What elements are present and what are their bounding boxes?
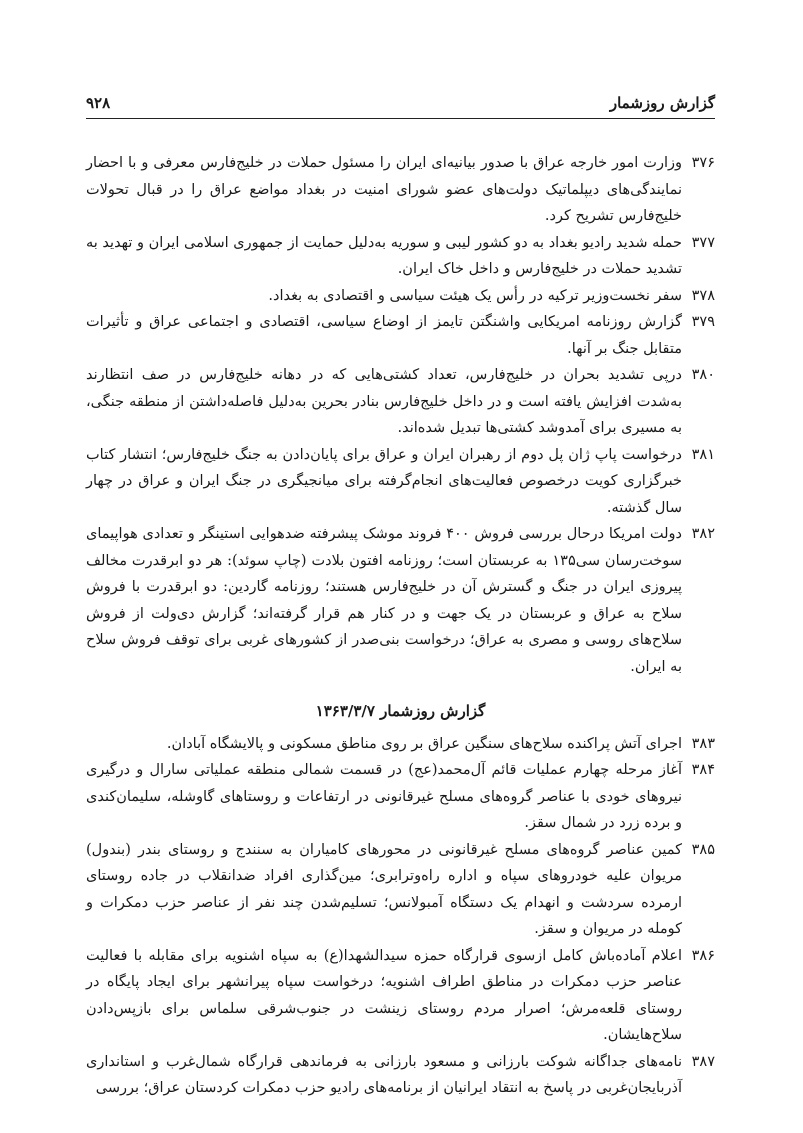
running-header bbox=[86, 88, 715, 112]
entry-text: وزارت امور خارجه عراق با صدور بیانیه‌ای ایران را مسئول حملات در خلیج‌فارس معرفی و با احضار نمایندگی‌های دیپلماتیک دولت‌های عضو شورای امنیت در بغداد مواضع عراق را در قبال تحولات خلیج‌فارس تشریح کرد. bbox=[86, 155, 682, 224]
section-title: گزارش روزشمار ۱۳۶۳/۳/۷ bbox=[315, 702, 486, 720]
entry-number: ۳۸۶ bbox=[691, 947, 715, 964]
entry bbox=[86, 362, 715, 442]
entry bbox=[86, 230, 715, 283]
entry-number: ۳۷۶ bbox=[691, 155, 715, 171]
entry-text: نامه‌های جداگانه شوکت بارزانی و مسعود بارزانی به فرماندهی قرارگاه شمال‌غرب و استانداری آذربایجان‌غربی در پاسخ به انتقاد ایرانیان از برنامه‌های رادیو حزب دمکرات کردستان عراق؛ بررسی bbox=[86, 1053, 682, 1096]
entry bbox=[86, 943, 715, 1049]
entry-text: سفر نخست‌وزیر ترکیه در رأس یک هیئت سیاسی و اقتصادی به بغداد. bbox=[268, 287, 682, 304]
entry-text: کمین عناصر گروه‌های مسلح غیرقانونی در محورهای کامیاران به سنندج و روستای بندر (بندول) مریوان علیه خودروهای سپاه و اداره راه‌وترابری؛ مین‌گذاری افراد ضدانقلاب در جاده روستای ارمرده سردشت و انهدام یک دستگاه آمبولانس؛ تسلیم‌شدن چند نفر از عناصر حزب دمکرات و کومله در مریوان و سقز. bbox=[86, 841, 682, 937]
entry-text: دولت امریکا درحال بررسی فروش ۴۰۰ فروند موشک پیشرفته ضدهوایی استینگر و تعدادی هواپیمای سوخت‌رسان سی۱۳۵ به عربستان است؛ روزنامه افتون بلادت (چاپ سوئد): هر دو ابرقدرت مخالف پیروزی ایران در جنگ و گسترش آن در خلیج‌فارس هستند؛ روزنامه گاردین: دو ابرقدرت با فروش سلاح به عراق و عربستان در یک جهت و در کنار هم قرار گرفته‌اند؛ گزارش دی‌ولت از فروش سلاح‌های روسی و مصری به عراق؛ درخواست بنی‌صدر از کشورهای غربی برای توقف فروش سلاح به ایران. bbox=[86, 526, 683, 675]
entry-text: گزارش روزنامه امریکایی واشنگتن تایمز از اوضاع سیاسی، اقتصادی و اجتماعی عراق و تأثیرات متقابل جنگ بر آنها. bbox=[86, 314, 682, 357]
entry-number: ۳۷۸ bbox=[691, 287, 715, 304]
entry bbox=[86, 521, 715, 680]
entry bbox=[86, 283, 715, 310]
entry-text: درخواست پاپ ژان پل دوم از رهبران ایران و عراق برای پایان‌دادن به جنگ خلیج‌فارس؛ انتشار کتاب خبرگزاری کویت درخصوص فعالیت‌های انجام‌گرفته برای میانجیگری در جنگ ایران و عراق در چهار سال گذشته. bbox=[86, 446, 682, 516]
entry-number: ۳۸۱ bbox=[691, 446, 715, 463]
document-body bbox=[86, 150, 715, 1102]
entry-number: ۳۸۷ bbox=[691, 1053, 715, 1070]
entry bbox=[86, 309, 715, 362]
entry bbox=[86, 731, 715, 758]
running-title: گزارش روزشمار bbox=[609, 94, 715, 112]
entry-text: اجرای آتش پراکنده سلاح‌های سنگین عراق بر روی مناطق مسکونی و پالایشگاه آبادان. bbox=[166, 735, 682, 752]
entry-text: آغاز مرحله چهارم عملیات قائم آل‌محمد(عج) در قسمت شمالی منطقه عملیاتی سارال و درگیری نیروهای خودی با عناصر گروه‌های مسلح غیرقانونی در ارتفاعات و روستاهای گاوشله، سلیمان‌کندی و برده زرد در شمال سقز. bbox=[86, 762, 682, 831]
entry bbox=[86, 150, 715, 230]
page-number: ۹۲۸ bbox=[86, 94, 111, 112]
entry-number: ۳۷۹ bbox=[691, 314, 715, 330]
entry bbox=[86, 757, 715, 837]
entry-text: اعلام آماده‌باش کامل ازسوی قرارگاه حمزه سیدالشهدا(ع) به سپاه اشنویه برای مقابله با فعالیت عناصر حزب دمکرات در مناطق اطراف اشنویه؛ درخواست سپاه پیرانشهر برای ایجاد پایگاه در روستای قلعه‌مرش؛ اصرار مردم روستای زینشت در جنوب‌شرقی سلماس برای بازپس‌دادن سلاح‌هایشان. bbox=[86, 947, 682, 1043]
entry-number: ۳۸۰ bbox=[691, 367, 715, 383]
entry bbox=[86, 837, 715, 943]
entry-text: حمله شدید رادیو بغداد به دو کشور لیبی و سوریه به‌دلیل حمایت از جمهوری اسلامی ایران و تهدید به تشدید حملات در خلیج‌فارس و داخل خاک ایران. bbox=[86, 234, 682, 277]
entry-number: ۳۷۷ bbox=[691, 234, 715, 251]
entry-number: ۳۸۲ bbox=[691, 526, 715, 542]
entry-text: درپی تشدید بحران در خلیج‌فارس، تعداد کشتی‌هایی که در دهانه خلیج‌فارس در صف انتظارند به‌شدت افزایش یافته است و در داخل خلیج‌فارس بنادر بحرین به‌دلیل فاصله‌داشتن از منطقه جنگی، به مسیری برای آمدوشد کشتی‌ها تبدیل شده‌اند. bbox=[86, 367, 682, 436]
entry-number: ۳۸۳ bbox=[691, 735, 715, 752]
entry-number: ۳۸۵ bbox=[691, 841, 715, 858]
entry bbox=[86, 1049, 715, 1102]
entry-number: ۳۸۴ bbox=[691, 762, 715, 778]
entry bbox=[86, 442, 715, 522]
header-rule bbox=[86, 118, 715, 119]
